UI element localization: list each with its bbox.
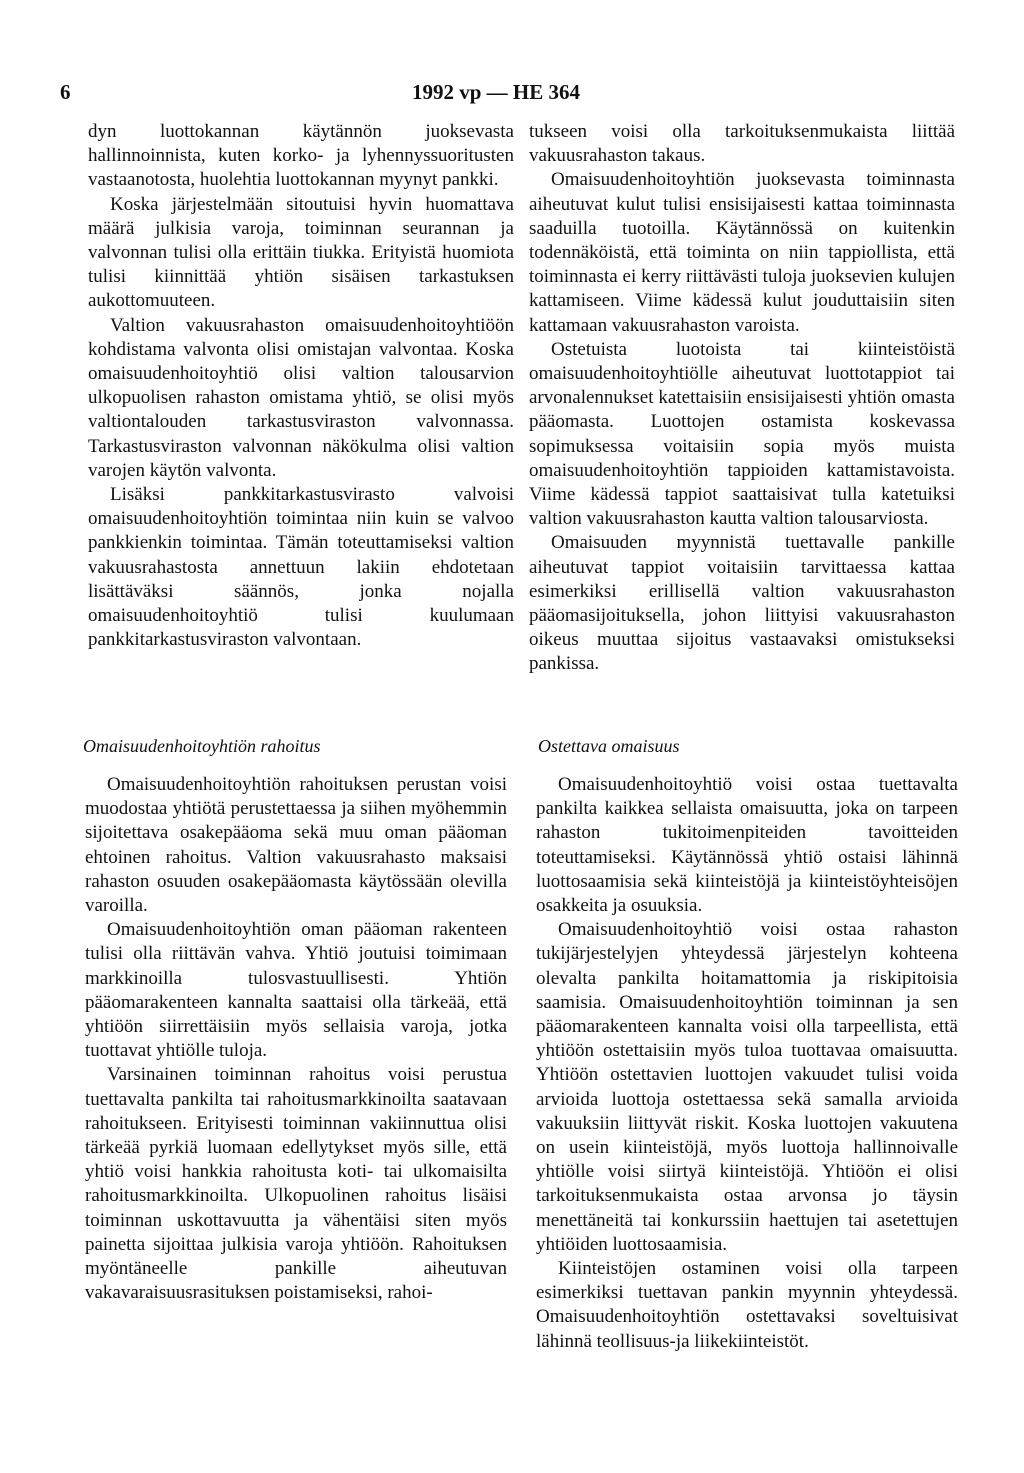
- paragraph: Ostetuista luotoista tai kiinteistöistä omaisuudenhoitoyhtiölle aiheutuvat luottotappiot tai arvonalennukset katettaisiin ensisijaisesti yhtiön omasta pääomasta. Luottojen ostamista koskevassa sopimuksessa voitaisiin sopia myös muista omaisuudenhoitoyhtiön tappioiden kattamistavoista. Viime kädessä tappiot saattaisivat tulla katetuiksi valtion vakuusrahaston kautta valtion talousarviosta.: [529, 338, 955, 530]
- paragraph: dyn luottokannan käytännön juoksevasta hallinnoinnista, kuten korko- ja lyhennyssuoritusten vastaanotosta, huolehtia luottokannan myynyt pankki.: [88, 121, 514, 191]
- paragraph: tukseen voisi olla tarkoituksenmukaista liittää vakuusrahaston takaus.: [529, 121, 955, 167]
- paragraph: Omaisuudenhoitoyhtiön oman pääoman rakenteen tulisi olla riittävän vahva. Yhtiö joutuisi toimimaan markkinoilla tulosvastuullisesti. Yhtiön pääomarakenteen kannalta saattaisi olla tärkeää, että yhtiöön siirrettäisiin myös sellaisia varoja, jotka tuottavat yhtiölle tuloja.: [85, 919, 507, 1062]
- paragraph: Omaisuudenhoitoyhtiön juoksevasta toiminnasta aiheutuvat kulut tulisi ensisijaisesti kattaa toiminnasta saaduilla tuotoilla. Käytännössä on kuitenkin todennäköistä, että toiminta on niin tappiollista, että toiminnasta ei kerry riittävästi tuloja juoksevien kulujen kattamiseen. Viime kädessä kulut jouduttaisiin siten kattamaan vakuusrahaston varoista.: [529, 169, 955, 336]
- section-heading-left: Omaisuudenhoitoyhtiön rahoitus: [83, 736, 321, 756]
- paragraph: Valtion vakuusrahaston omaisuudenhoitoyhtiöön kohdistama valvonta olisi omistajan valvontaa. Koska omaisuudenhoitoyhtiö olisi valtion talousarvion ulkopuolisen rahaston omistama yhtiö, se olisi myös valtiontalouden tarkastusviraston valvonnassa. Tarkastusviraston valvonnan näkökulma olisi valtion varojen käytön valvonta.: [88, 314, 514, 481]
- paragraph: Omaisuuden myynnistä tuettavalle pankille aiheutuvat tappiot voitaisiin tarvittaessa kattaa esimerkiksi erillisellä valtion vakuusrahaston pääomasijoituksella, johon liittyisi vakuusrahaston oikeus muuttaa sijoitus vastaavaksi omistukseksi pankissa.: [529, 532, 955, 675]
- running-head: 1992 vp — HE 364: [412, 80, 581, 104]
- right-column-bottom: [536, 773, 958, 1354]
- left-column-top: [88, 120, 514, 652]
- left-column-bottom: [85, 773, 507, 1305]
- right-column-top: [529, 120, 955, 677]
- page-number: 6: [60, 80, 71, 104]
- paragraph: Varsinainen toiminnan rahoitus voisi perustua tuettavalta pankilta tai rahoitusmarkkinoilta saatavaan rahoitukseen. Erityisesti toiminnan vakiinnuttua olisi tärkeää pyrkiä luomaan edellytykset myös sille, että yhtiö voisi hankkia rahoitusta koti- tai ulkomaisilta rahoitusmarkkinoilta. Ulkopuolinen rahoitus lisäisi toiminnan uskottavuutta ja vähentäisi siten myös painetta sijoittaa julkisia varoja yhtiöön. Rahoituksen myöntäneelle pankille aiheutuvan vakavaraisuusrasituksen poistamiseksi, rahoi-: [85, 1064, 507, 1304]
- paragraph: Koska järjestelmään sitoutuisi hyvin huomattava määrä julkisia varoja, toiminnan seurannan ja valvonnan tulisi olla erittäin tiukka. Erityistä huomiota tulisi kiinnittää yhtiön sisäisen tarkastuksen aukottomuuteen.: [88, 193, 514, 312]
- paragraph: Omaisuudenhoitoyhtiö voisi ostaa tuettavalta pankilta kaikkea sellaista omaisuutta, joka on tarpeen rahaston tukitoimenpiteiden tavoitteiden toteuttamiseksi. Käytännössä yhtiö ostaisi lähinnä luottosaamisia sekä kiinteistöjä ja kiinteistöyhteisöjen osakkeita ja osuuksia.: [536, 774, 958, 917]
- paragraph: Lisäksi pankkitarkastusvirasto valvoisi omaisuudenhoitoyhtiön toimintaa niin kuin se valvoo pankkienkin toimintaa. Tämän toteuttamiseksi valtion vakuusrahastosta annettuun lakiin ehdotetaan lisättäväksi säännös, jonka nojalla omaisuudenhoitoyhtiö tulisi kuulumaan pankkitarkastusviraston valvontaan.: [88, 484, 514, 651]
- section-heading-right: Ostettava omaisuus: [538, 736, 680, 756]
- paragraph: Omaisuudenhoitoyhtiö voisi ostaa rahaston tukijärjestelyjen yhteydessä järjestelyn kohteena olevalta pankilta hoitamattomia ja riskipitoisia saamisia. Omaisuudenhoitoyhtiön toiminnan ja sen pääomarakenteen kannalta voisi olla tarpeellista, että yhtiöön ostettaisiin myös tuloa tuottavaa omaisuutta. Yhtiöön ostettavien luottojen vakuudet tulisi voida arvioida luottoja ostettaessa sekä samalla arvioida vakuuksiin liittyvät riskit. Koska luottojen vakuutena on usein kiinteistöjä, myös luottoja hallinnoivalle yhtiölle voisi siirtyä kiinteistöjä. Yhtiöön ei olisi tarkoituksenmukaista ostaa arvonsa jo täysin menettäneitä tai konkurssiin haettujen tai asetettujen yhtiöiden luottosaamisia.: [536, 919, 958, 1255]
- paragraph: Omaisuudenhoitoyhtiön rahoituksen perustan voisi muodostaa yhtiötä perustettaessa ja siihen myöhemmin sijoitettava osakepääoma sekä muu oman pääoman ehtoinen rahoitus. Valtion vakuusrahasto maksaisi rahaston osuuden osakepääomasta käytössään olevilla varoilla.: [85, 774, 507, 917]
- paragraph: Kiinteistöjen ostaminen voisi olla tarpeen esimerkiksi tuettavan pankin myynnin yhteydessä. Omaisuudenhoitoyhtiön ostettavaksi soveltuisivat lähinnä teollisuus-ja liikekiinteistöt.: [536, 1258, 958, 1352]
